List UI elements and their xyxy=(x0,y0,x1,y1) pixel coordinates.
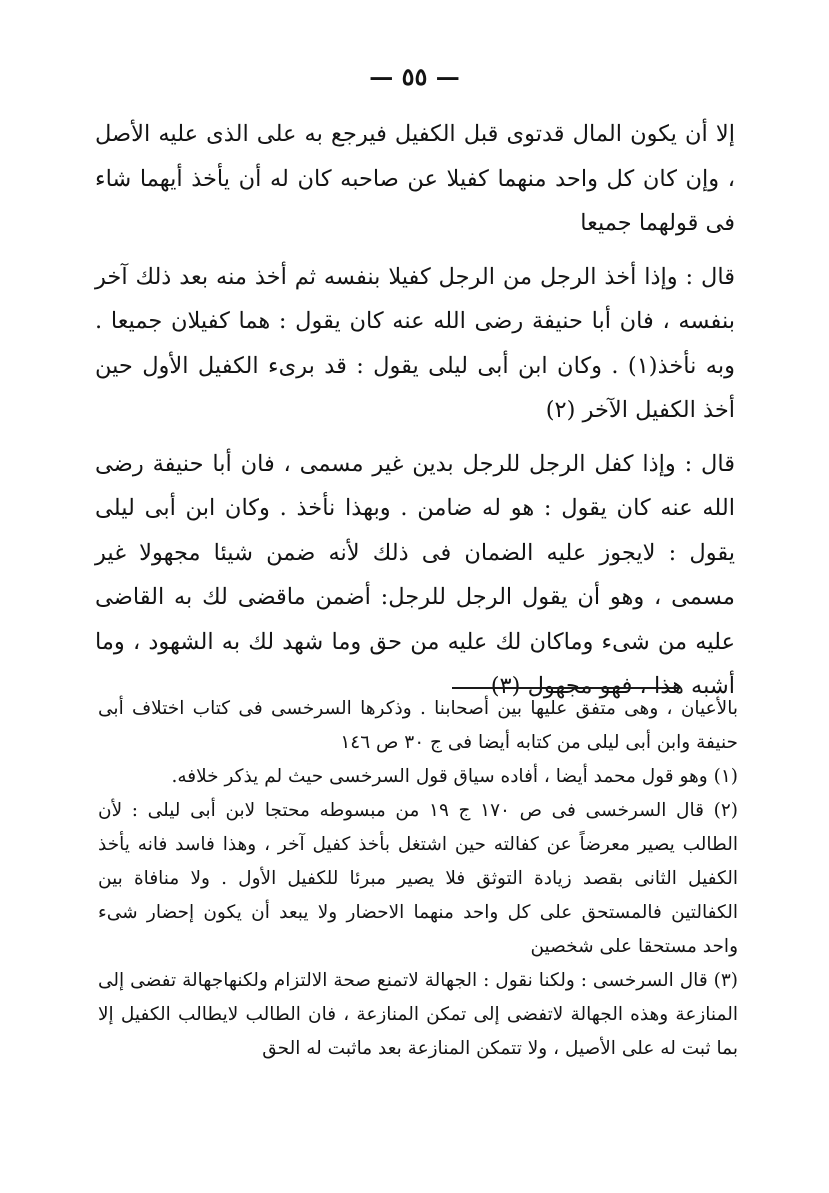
paragraph-1: إلا أن يكون المال قدتوى قبل الكفيل فيرجع به على الذى عليه الأصل ، وإن كان كل واحد منهما كفيلا عن صاحبه كان له أن يأخذ أيهما شاء فى قولهما جميعا xyxy=(95,121,735,236)
footnote-3: (٣) قال السرخسى : ولكنا نقول : الجهالة لاتمنع صحة الالتزام ولكنهاجهالة تفضى إلى المنازعة وهذه الجهالة لاتفضى إلى تمكن المنازعة ، فان الطالب لايطالب الكفيل إلا بما ثبت له على الأصيل ، ولا تتمكن المنازعة بعد ماثبت له الحق xyxy=(98,970,738,1059)
paragraph-2: قال : وإذا أخذ الرجل من الرجل كفيلا بنفسه ثم أخذ منه بعد ذلك آخر بنفسه ، فان أبا حنيفة رضى الله عنه كان يقول : هما كفيلان جميعا . وبه نأخذ(١) . وكان ابن أبى ليلى يقول : قد برىء الكفيل الأول حين أخذ الكفيل الآخر (٢) xyxy=(95,263,735,423)
footnote-divider xyxy=(452,687,680,689)
main-text xyxy=(95,112,735,709)
footnote-2: (٢) قال السرخسى فى ص ١٧٠ ج ١٩ من مبسوطه محتجا لابن أبى ليلى : لأن الطالب يصير معرضاً عن كفالته حين اشتغل بأخذ كفيل آخر ، وهذا فاسد فانه يأخذ الكفيل الثانى بقصد زيادة التوثق فلا يصير مبرئا للكفيل الأول . ولا منافاة بين الكفالتين فالمستحق على كل واحد منهما الاحضار ولا يبعد أن يكون إحضار شىء واحد مستحقا على شخصين xyxy=(98,800,739,957)
page-number: — ٥٥ — xyxy=(369,62,460,91)
footnotes xyxy=(98,692,738,1066)
paragraph-3: قال : وإذا كفل الرجل للرجل بدين غير مسمى ، فان أبا حنيفة رضى الله عنه كان يقول : هو له ضامن . وبهذا نأخذ . وكان ابن أبى ليلى يقول : لايجوز عليه الضمان فى ذلك لأنه ضمن شيئا مجهولا غير مسمى ، وهو أن يقول الرجل للرجل: أضمن ماقضى لك به القاضى عليه من شىء وماكان لك عليه من حق وما شهد لك به الشهود ، وما أشبه هذا ، فهو مجهول (٣) xyxy=(95,450,735,699)
footnote-1: (١) وهو قول محمد أيضا ، أفاده سياق قول السرخسى حيث لم يذكر خلافه. xyxy=(171,766,738,787)
footnote-continuation: بالأعيان ، وهى متفق عليها بين أصحابنا . وذكرها السرخسى فى كتاب اختلاف أبى حنيفة وابن أبى ليلى من كتابه أيضا فى ج ٣٠ ص ١٤٦ xyxy=(98,698,738,753)
